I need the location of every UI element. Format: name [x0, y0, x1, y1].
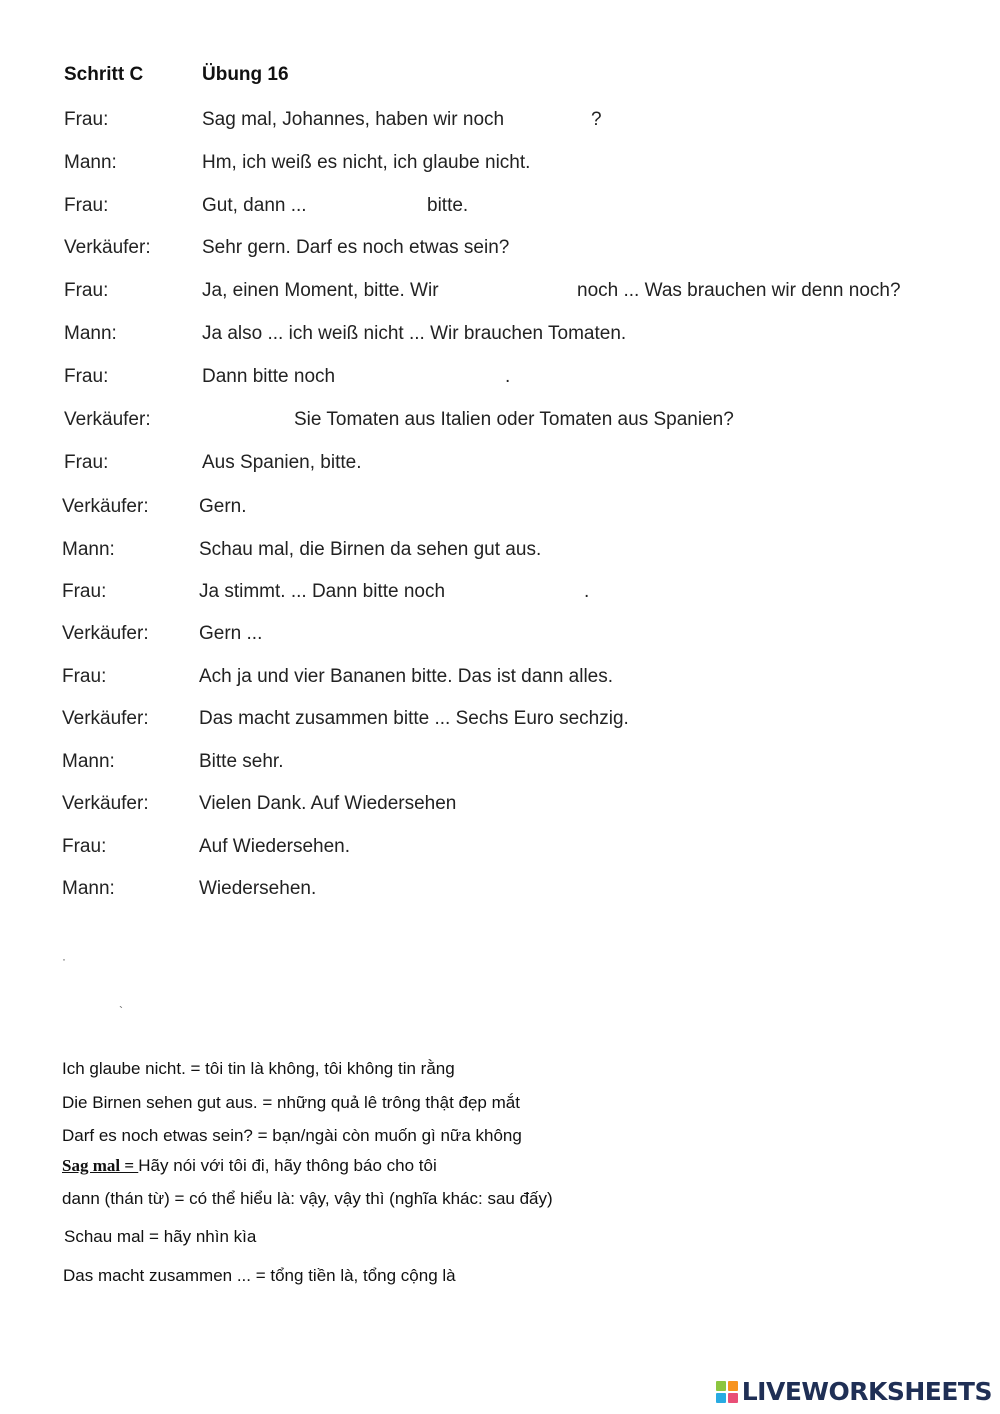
dialogue-line [0, 705, 1000, 733]
vocab-note [62, 1057, 455, 1081]
dialogue-line [0, 277, 1000, 305]
line-text: Vielen Dank. Auf Wiedersehen [199, 793, 457, 814]
line-text: Bitte sehr. [199, 751, 284, 772]
speaker-label: Mann: [62, 878, 115, 899]
vocab-note-text: Das macht zusammen ... = tổng tiền là, tổng cộng là [63, 1266, 456, 1285]
speaker-label: Frau: [62, 666, 107, 687]
vocab-note-text: dann (thán từ) = có thể hiểu là: vậy, vậy thì (nghĩa khác: sau đấy) [62, 1189, 553, 1208]
speaker-label: Verkäufer: [62, 708, 149, 729]
line-text: Ja, einen Moment, bitte. Wir [202, 280, 439, 301]
dialogue-line [0, 536, 1000, 564]
dialogue-line [0, 192, 1000, 220]
line-text: Auf Wiedersehen. [199, 836, 351, 857]
dialogue-line [0, 493, 1000, 521]
speaker-label: Frau: [64, 280, 109, 301]
stray-mark: ` [119, 1004, 123, 1018]
logo-square-icon [728, 1381, 738, 1391]
line-text-after: . [584, 581, 590, 602]
speaker-label: Frau: [64, 195, 109, 216]
line-text-after: noch ... Was brauchen wir denn noch? [577, 280, 901, 301]
dialogue-line [0, 406, 1000, 434]
dialogue-line [0, 875, 1000, 903]
line-text: Dann bitte noch [202, 366, 336, 387]
line-text-after: . [505, 366, 511, 387]
line-text: Wiedersehen. [199, 878, 317, 899]
stray-mark: · [62, 952, 66, 966]
logo-mark-icon [716, 1381, 738, 1403]
logo-wordmark: LIVEWORKSHEETS [741, 1377, 992, 1406]
dialogue-line [0, 363, 1000, 391]
line-text-after: bitte. [427, 195, 469, 216]
line-text: Sag mal, Johannes, haben wir noch [202, 109, 505, 130]
logo-square-icon [716, 1381, 726, 1391]
vocab-note [62, 1154, 437, 1178]
line-text: Hm, ich weiß es nicht, ich glaube nicht. [202, 152, 531, 173]
dialogue-line [0, 320, 1000, 348]
speaker-label: Verkäufer: [64, 409, 151, 430]
vocab-note-text: Die Birnen sehen gut aus. = những quả lê trông thật đẹp mắt [62, 1093, 520, 1112]
vocab-note-text: Hãy nói với tôi đi, hãy thông báo cho tôi [138, 1156, 437, 1175]
section-title: Schritt C [64, 64, 144, 85]
line-text: Schau mal, die Birnen da sehen gut aus. [199, 539, 542, 560]
vocab-note [64, 1225, 256, 1249]
line-text: Gern ... [199, 623, 263, 644]
line-text: Das macht zusammen bitte ... Sechs Euro sechzig. [199, 708, 629, 729]
dialogue-line [0, 106, 1000, 134]
dialogue-line [0, 449, 1000, 477]
line-text: Ja also ... ich weiß nicht ... Wir brauchen Tomaten. [202, 323, 627, 344]
vocab-note-text: Ich glaube nicht. = tôi tin là không, tôi không tin rằng [62, 1059, 455, 1078]
speaker-label: Frau: [64, 452, 109, 473]
exercise-title: Übung 16 [202, 64, 289, 85]
speaker-label: Mann: [64, 323, 117, 344]
logo-square-icon [728, 1393, 738, 1403]
dialogue-line [0, 833, 1000, 861]
vocab-note [62, 1187, 553, 1211]
speaker-label: Verkäufer: [62, 793, 149, 814]
dialogue-line [0, 748, 1000, 776]
line-text: Gut, dann ... [202, 195, 307, 216]
speaker-label: Mann: [62, 539, 115, 560]
vocab-note [63, 1264, 456, 1288]
line-text-after: Sie Tomaten aus Italien oder Tomaten aus Spanien? [294, 409, 734, 430]
speaker-label: Frau: [62, 581, 107, 602]
logo-square-icon [716, 1393, 726, 1403]
speaker-label: Frau: [64, 109, 109, 130]
speaker-label: Verkäufer: [64, 237, 151, 258]
dialogue-line [0, 790, 1000, 818]
line-text-after: ? [591, 109, 602, 130]
vocab-term: Sag mal = [62, 1156, 139, 1175]
line-text: Ja stimmt. ... Dann bitte noch [199, 581, 446, 602]
speaker-label: Mann: [62, 751, 115, 772]
speaker-label: Frau: [64, 366, 109, 387]
vocab-note [62, 1091, 520, 1115]
vocab-note [62, 1124, 522, 1148]
speaker-label: Mann: [64, 152, 117, 173]
line-text: Gern. [199, 496, 247, 517]
vocab-note-text: Darf es noch etwas sein? = bạn/ngài còn muốn gì nữa không [62, 1126, 522, 1145]
line-text: Sehr gern. Darf es noch etwas sein? [202, 237, 510, 258]
line-text: Ach ja und vier Bananen bitte. Das ist dann alles. [199, 666, 614, 687]
line-text: Aus Spanien, bitte. [202, 452, 362, 473]
speaker-label: Verkäufer: [62, 496, 149, 517]
vocab-note-text: Schau mal = hãy nhìn kìa [64, 1227, 257, 1246]
speaker-label: Frau: [62, 836, 107, 857]
dialogue-line [0, 620, 1000, 648]
dialogue-line [0, 663, 1000, 691]
liveworksheets-logo [716, 1377, 992, 1406]
dialogue-line [0, 234, 1000, 262]
dialogue-line [0, 578, 1000, 606]
speaker-label: Verkäufer: [62, 623, 149, 644]
dialogue-line [0, 149, 1000, 177]
